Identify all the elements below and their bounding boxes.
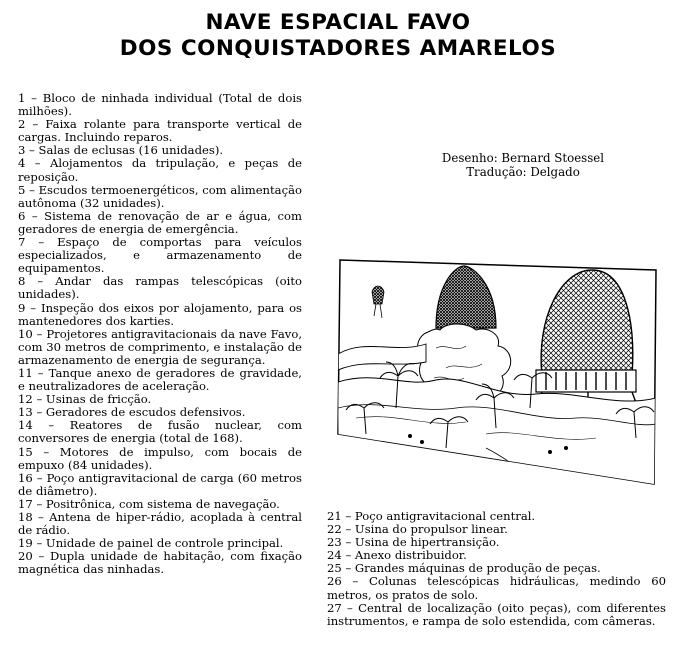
distant-probe	[372, 286, 384, 304]
legend-item: 22 – Usina do propulsor linear.	[327, 522, 508, 537]
legend-item: 10 – Projetores antigravitacionais da nave Favo, com 30 metros de comprimento, e instalação de armazenamento de energia de segurança.	[18, 326, 302, 367]
legend-item: 11 – Tanque anexo de geradores de gravidade, e neutralizadores de aceleração.	[18, 365, 302, 394]
legend-item: 14 – Reatores de fusão nuclear, com conversores de energia (total de 168).	[18, 418, 302, 446]
title-line-1: NAVE ESPACIAL FAVO	[205, 10, 471, 35]
legend-list-right	[327, 510, 666, 628]
legend-item: 1 – Bloco de ninhada individual (Total de dois milhões).	[18, 91, 302, 119]
spaceship-illustration	[336, 258, 660, 486]
legend-item: 19 – Unidade de painel de controle principal.	[18, 536, 284, 551]
legend-item: 24 – Anexo distribuidor.	[327, 548, 467, 563]
legend-item: 7 – Espaço de comportas para veículos especializados, e armazenamento de equipamentos.	[18, 235, 302, 276]
legend-item: 17 – Positrônica, com sistema de navegação.	[18, 496, 280, 511]
legend-item: 2 – Faixa rolante para transporte vertical de cargas. Incluindo reparos.	[18, 117, 302, 145]
legend-item: 15 – Motores de impulso, com bocais de empuxo (84 unidades).	[18, 444, 302, 472]
credits	[393, 151, 653, 179]
drawing-credit: Desenho: Bernard Stoessel	[441, 151, 605, 165]
legend-item: 21 – Poço antigravitacional central.	[327, 509, 536, 523]
legend-item: 12 – Usinas de fricção.	[18, 392, 152, 407]
legend-item: 23 – Usina de hipertransição.	[327, 535, 500, 550]
legend-item: 9 – Inspeção dos eixos por alojamento, para os mantenedores dos karties.	[18, 300, 302, 328]
legend-item: 8 – Andar das rampas telescópicas (oito unidades).	[18, 274, 302, 302]
legend-item: 6 – Sistema de renovação de ar e água, com geradores de energia de emergência.	[18, 208, 302, 236]
legend-item: 4 – Alojamentos da tripulação, e peças de reposição.	[18, 156, 302, 184]
legend-item: 26 – Colunas telescópicas hidráulicas, medindo 60 metros, os pratos de solo.	[327, 574, 666, 602]
title-line-2: DOS CONQUISTADORES AMARELOS	[119, 36, 557, 61]
legend-item: 5 – Escudos termoenergéticos, com alimentação autônoma (32 unidades).	[18, 182, 302, 210]
legend-item: 25 – Grandes máquinas de produção de peças.	[327, 561, 601, 576]
legend-item: 18 – Antena de hiper-rádio, acoplada à central de rádio.	[18, 510, 302, 538]
legend-list-left	[18, 92, 302, 576]
legend-item: 20 – Dupla unidade de habitação, com fixação magnética das ninhadas.	[18, 549, 302, 577]
legend-item: 16 – Poço antigravitacional de carga (60 metros de diâmetro).	[18, 470, 302, 498]
legend-item: 27 – Central de localização (oito peças), com diferentes instrumentos, e rampa de solo estendida, com câmeras.	[327, 600, 666, 628]
legend-item: 3 – Salas de eclusas (16 unidades).	[18, 143, 224, 158]
page-title	[0, 10, 676, 62]
translation-credit: Tradução: Delgado	[466, 165, 580, 179]
legend-item: 13 – Geradores de escudos defensivos.	[18, 405, 246, 420]
